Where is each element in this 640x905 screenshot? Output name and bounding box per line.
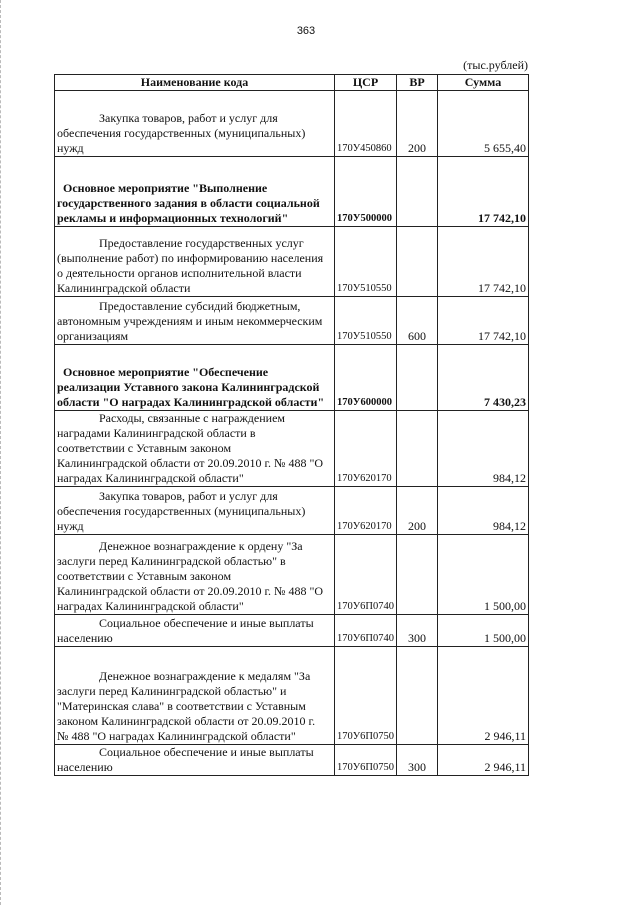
row-name-line: Предоставление субсидий бюджетным, <box>99 299 301 313</box>
table-row <box>55 297 529 345</box>
row-csr-cell: 170У510550 <box>335 227 397 297</box>
header-sum: Сумма <box>438 75 529 91</box>
row-name-line: Предоставление государственных услуг <box>99 236 304 250</box>
row-vr-cell <box>397 647 438 745</box>
row-name-line: организациям <box>57 329 129 343</box>
row-name-line: Калининградской области от 20.09.2010 г. № 488 "О <box>57 584 324 598</box>
row-name-line: Закупка товаров, работ и услуг для <box>99 111 278 125</box>
row-name-line: Социальное обеспечение и иные выплаты <box>99 745 314 759</box>
row-name-line: Калининградской области от 20.09.2010 г. № 488 "О <box>57 456 324 470</box>
table-row <box>55 535 529 615</box>
header-vr: ВР <box>397 75 438 91</box>
row-name-cell <box>55 345 335 411</box>
row-name-line: соответствии с Уставным законом <box>57 441 232 455</box>
row-vr-cell <box>397 157 438 227</box>
row-name-line: рекламы и информационных технологий" <box>57 211 289 225</box>
row-name-cell <box>55 615 335 647</box>
row-name-line: Денежное вознаграждение к ордену "За <box>99 539 303 553</box>
row-name-cell <box>55 157 335 227</box>
row-csr-cell: 170У500000 <box>335 157 397 227</box>
row-name-cell <box>55 91 335 157</box>
row-vr-cell: 600 <box>397 297 438 345</box>
table-row <box>55 647 529 745</box>
row-vr-cell <box>397 535 438 615</box>
row-name-line: автономным учреждениям и иным некоммерческим <box>57 314 323 328</box>
row-name-line: законом Калининградской области от 20.09.2010 г. <box>57 714 316 728</box>
row-name-line: обеспечения государственных (муниципальных) <box>57 504 306 518</box>
units-label: (тыс.рублей) <box>463 58 528 72</box>
row-sum-cell: 17 742,10 <box>438 297 529 345</box>
row-name-line: наградах Калининградской области" <box>57 599 244 613</box>
row-name-line: "Материнская слава" в соответствии с Уставным <box>57 699 306 713</box>
row-name-line: Закупка товаров, работ и услуг для <box>99 489 278 503</box>
row-name-line: Основное мероприятие "Выполнение <box>63 181 268 195</box>
row-csr-cell: 170У6П0750 <box>335 647 397 745</box>
budget-table <box>54 74 529 776</box>
table-header-row <box>55 75 529 91</box>
row-name-line: (выполнение работ) по информированию населения <box>57 251 324 265</box>
table-row <box>55 411 529 487</box>
row-name-line: о деятельности органов исполнительной власти <box>57 266 302 280</box>
row-sum-cell: 984,12 <box>438 411 529 487</box>
row-name-line: заслуги перед Калининградской областью" и <box>57 684 287 698</box>
row-name-line: Калининградской области <box>57 281 191 295</box>
page-number: 363 <box>296 25 316 37</box>
row-vr-cell: 200 <box>397 487 438 535</box>
row-csr-cell: 170У510550 <box>335 297 397 345</box>
header-csr: ЦСР <box>335 75 397 91</box>
row-name-line: государственного задания в области социальной <box>57 196 320 210</box>
row-sum-cell: 5 655,40 <box>438 91 529 157</box>
row-name-line: соответствии с Уставным законом <box>57 569 232 583</box>
row-name-line: Расходы, связанные с награждением <box>99 411 285 425</box>
row-name-line: Социальное обеспечение и иные выплаты <box>99 616 314 630</box>
row-vr-cell <box>397 345 438 411</box>
row-name-cell <box>55 647 335 745</box>
table-row <box>55 745 529 776</box>
row-name-line: обеспечения государственных (муниципальных) <box>57 126 306 140</box>
table-row <box>55 487 529 535</box>
row-name-line: Денежное вознаграждение к медалям "За <box>99 669 311 683</box>
row-name-cell <box>55 487 335 535</box>
row-name-line: заслуги перед Калининградской областью" в <box>57 554 286 568</box>
row-name-cell <box>55 297 335 345</box>
table-row <box>55 91 529 157</box>
row-sum-cell: 1 500,00 <box>438 535 529 615</box>
row-vr-cell: 300 <box>397 615 438 647</box>
row-vr-cell <box>397 411 438 487</box>
row-sum-cell: 2 946,11 <box>438 745 529 776</box>
row-name-line: области "О наградах Калининградской области" <box>57 395 325 409</box>
row-vr-cell: 200 <box>397 91 438 157</box>
table-row <box>55 615 529 647</box>
row-name-cell <box>55 745 335 776</box>
row-name-cell <box>55 227 335 297</box>
row-csr-cell: 170У6П0740 <box>335 615 397 647</box>
row-sum-cell: 1 500,00 <box>438 615 529 647</box>
row-name-line: населению <box>57 760 113 774</box>
table-row <box>55 345 529 411</box>
row-sum-cell: 17 742,10 <box>438 157 529 227</box>
row-vr-cell <box>397 227 438 297</box>
row-sum-cell: 2 946,11 <box>438 647 529 745</box>
row-name-line: нужд <box>57 519 84 533</box>
row-name-line: наградах Калининградской области" <box>57 471 244 485</box>
row-sum-cell: 17 742,10 <box>438 227 529 297</box>
row-name-cell <box>55 535 335 615</box>
row-name-line: населению <box>57 631 113 645</box>
row-sum-cell: 7 430,23 <box>438 345 529 411</box>
row-name-line: реализации Уставного закона Калининградской <box>57 380 320 394</box>
header-name: Наименование кода <box>55 75 335 91</box>
row-name-line: нужд <box>57 141 84 155</box>
row-name-line: № 488 "О наградах Калининградской области" <box>57 729 296 743</box>
scan-edge <box>0 0 4 905</box>
row-csr-cell: 170У6П0740 <box>335 535 397 615</box>
row-csr-cell: 170У620170 <box>335 411 397 487</box>
row-csr-cell: 170У600000 <box>335 345 397 411</box>
row-csr-cell: 170У620170 <box>335 487 397 535</box>
table-row <box>55 157 529 227</box>
row-name-line: наградами Калининградской области в <box>57 426 256 440</box>
row-sum-cell: 984,12 <box>438 487 529 535</box>
row-vr-cell: 300 <box>397 745 438 776</box>
row-name-cell <box>55 411 335 487</box>
row-name-line: Основное мероприятие "Обеспечение <box>63 365 269 379</box>
table-row <box>55 227 529 297</box>
row-csr-cell: 170У6П0750 <box>335 745 397 776</box>
row-csr-cell: 170У450860 <box>335 91 397 157</box>
